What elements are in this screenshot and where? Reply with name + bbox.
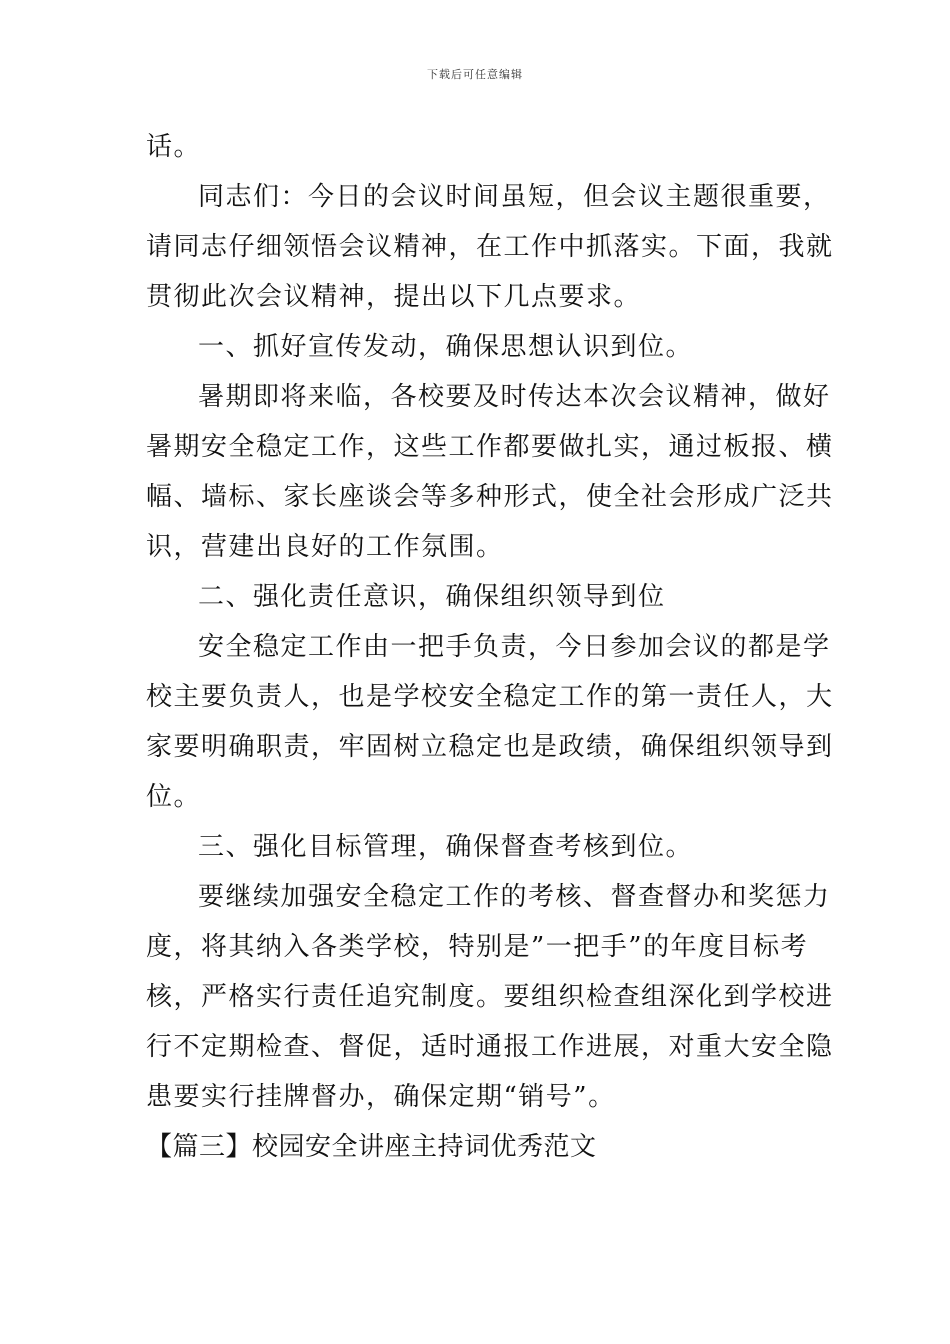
text-line: 请同志仔细领悟会议精神，在工作中抓落实。下面，我就 [146,232,834,262]
document-body [146,122,834,1172]
text-line: 核，严格实行责任追究制度。要组织检查组深化到学校进 [146,982,834,1012]
page-header: 下载后可任意编辑 [427,68,523,81]
text-line: 识，营建出良好的工作氛围。 [146,532,504,562]
text-line: 要继续加强安全稳定工作的考核、督查督办和奖惩力 [198,882,831,912]
text-line: 患要实行挂牌督办，确保定期“销号”。 [146,1082,616,1112]
text-line: 幅、墙标、家长座谈会等多种形式，使全社会形成广泛共 [146,482,834,512]
text-line: 家要明确职责，牢固树立稳定也是政绩，确保组织领导到 [146,732,834,762]
text-line: 贯彻此次会议精神，提出以下几点要求。 [146,282,642,312]
text-line: 校主要负责人，也是学校安全稳定工作的第一责任人，大 [146,682,834,712]
text-line: 同志们：今日的会议时间虽短，但会议主题很重要， [198,182,831,212]
text-line: 行不定期检查、督促，适时通报工作进展，对重大安全隐 [146,1032,834,1062]
text-line: 安全稳定工作由一把手负责，今日参加会议的都是学 [198,632,831,662]
section-heading-2: 二、强化责任意识，确保组织领导到位 [198,582,666,612]
text-line: 暑期即将来临，各校要及时传达本次会议精神，做好 [198,382,831,412]
text-line: 话。 [146,132,202,162]
section-heading-1: 一、抓好宣传发动，确保思想认识到位。 [198,332,694,362]
text-line: 位。 [146,782,202,812]
text-line: 度，将其纳入各类学校，特别是”一把手”的年度目标考 [146,932,809,962]
article-title: 【篇三】校园安全讲座主持词优秀范文 [146,1132,597,1162]
section-heading-3: 三、强化目标管理，确保督查考核到位。 [198,832,694,862]
text-line: 暑期安全稳定工作，这些工作都要做扎实，通过板报、横 [146,432,834,462]
